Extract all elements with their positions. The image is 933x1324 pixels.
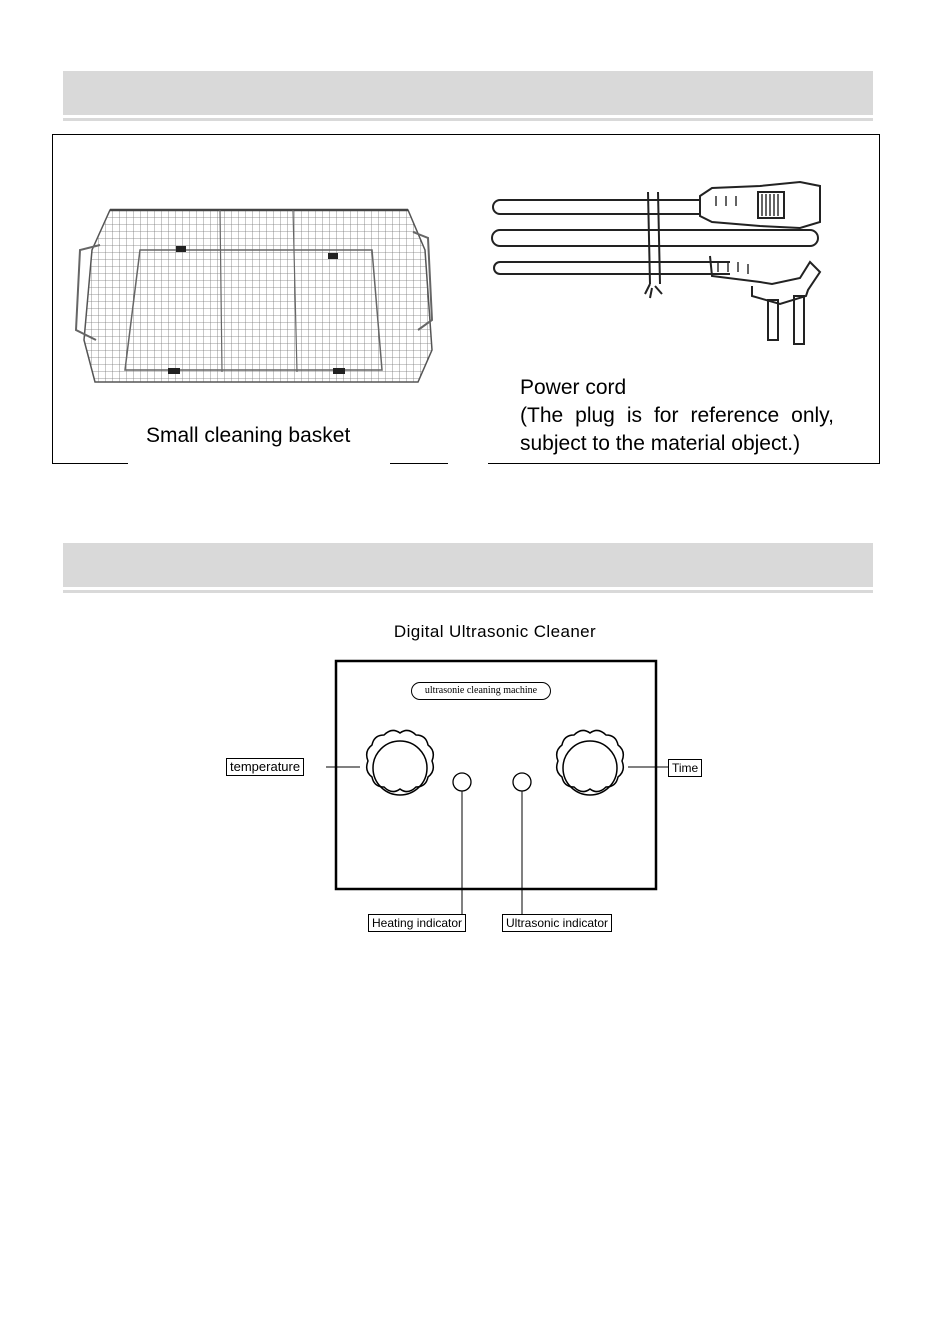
heating-indicator-label: Heating indicator (368, 914, 466, 932)
diagram-title: Digital Ultrasonic Cleaner (393, 622, 597, 641)
cord-note-word: (The (520, 404, 564, 427)
cord-note-word: only, (791, 404, 834, 427)
cord-note-line2: subject to the material object.) (520, 432, 801, 455)
basket-caption: Small cleaning basket (146, 424, 351, 447)
ultrasonic-indicator-label: Ultrasonic indicator (502, 914, 612, 932)
cord-note-word: is (626, 404, 642, 427)
cord-note-word: for (653, 404, 679, 427)
cord-title: Power cord (520, 376, 627, 399)
time-label: Time (668, 759, 702, 777)
cord-note-word: plug (575, 404, 615, 427)
cord-note-word: reference (690, 404, 780, 427)
temperature-label: temperature (226, 758, 304, 776)
machine-label: ultrasonie cleaning machine (411, 682, 551, 700)
